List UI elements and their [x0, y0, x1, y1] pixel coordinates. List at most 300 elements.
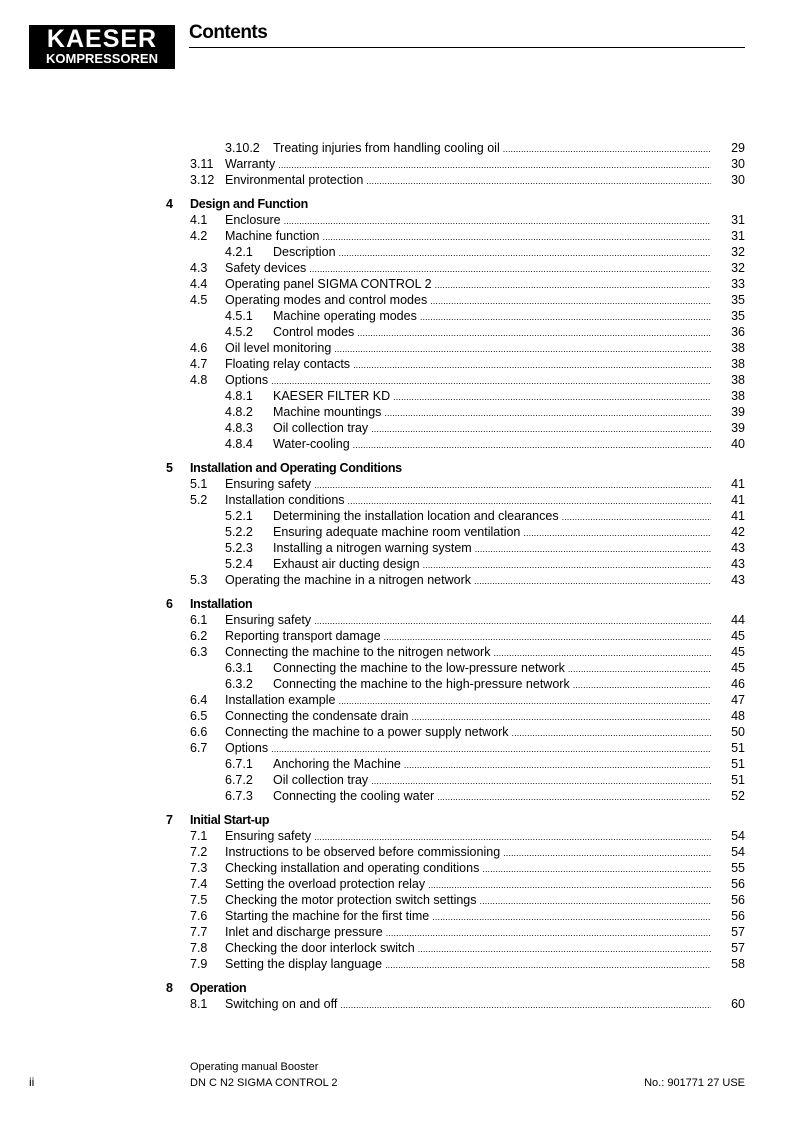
toc-entry-number: 7.7	[190, 925, 208, 939]
toc-dot-leader	[284, 212, 711, 229]
toc-dot-leader	[475, 540, 711, 557]
toc-chapter-title: Operation	[190, 981, 247, 995]
toc-entry-leader	[273, 436, 711, 453]
toc-entry[interactable]	[0, 756, 793, 772]
toc-entry-title: Environmental protection	[225, 173, 364, 187]
toc-entry-title: Operating modes and control modes	[225, 293, 428, 307]
toc-entry-number: 6.2	[190, 629, 208, 643]
toc-entry-page: 56	[731, 893, 745, 907]
toc-entry-page: 31	[731, 229, 745, 243]
toc-entry-title: Installing a nitrogen warning system	[273, 541, 472, 555]
toc-entry-leader	[273, 660, 711, 677]
toc-entry[interactable]	[0, 172, 793, 188]
toc-entry[interactable]	[0, 492, 793, 508]
toc-entry-page: 38	[731, 373, 745, 387]
toc-entry-page: 58	[731, 957, 745, 971]
toc-entry[interactable]	[0, 244, 793, 260]
toc-chapter-number: 5	[166, 461, 173, 475]
toc-dot-leader	[385, 956, 711, 973]
toc-entry[interactable]	[0, 308, 793, 324]
toc-entry-leader	[225, 212, 711, 229]
toc-entry[interactable]	[0, 388, 793, 404]
toc-entry-page: 50	[731, 725, 745, 739]
toc-dot-leader	[353, 436, 711, 453]
toc-entry-title: Connecting the cooling water	[273, 789, 435, 803]
toc-entry-number: 6.3.1	[225, 661, 253, 675]
toc-entry-page: 57	[731, 925, 745, 939]
toc-entry[interactable]	[0, 676, 793, 692]
toc-entry-leader	[225, 892, 711, 909]
toc-entry-title: Ensuring safety	[225, 477, 312, 491]
toc-entry-number: 7.1	[190, 829, 208, 843]
toc-entry[interactable]	[0, 324, 793, 340]
toc-entry[interactable]	[0, 740, 793, 756]
toc-dot-leader	[503, 844, 711, 861]
toc-chapter-title: Installation and Operating Conditions	[190, 461, 402, 475]
toc-entry-page: 32	[731, 261, 745, 275]
toc-dot-leader	[271, 372, 711, 389]
toc-chapter-number: 4	[166, 197, 173, 211]
toc-entry-number: 4.3	[190, 261, 208, 275]
toc-entry-page: 39	[731, 405, 745, 419]
toc-entry-number: 4.6	[190, 341, 208, 355]
toc-entry-number: 6.3.2	[225, 677, 253, 691]
toc-entry-number: 6.5	[190, 709, 208, 723]
toc-entry-leader	[225, 340, 711, 357]
toc-entry-leader	[225, 228, 711, 245]
toc-entry[interactable]	[0, 876, 793, 892]
toc-entry-title: Anchoring the Machine	[273, 757, 401, 771]
toc-entry-number: 7.3	[190, 861, 208, 875]
toc-entry-title: Switching on and off	[225, 997, 338, 1011]
toc-chapter-number: 8	[166, 981, 173, 995]
toc-entry[interactable]	[0, 612, 793, 628]
toc-entry-title: Safety devices	[225, 261, 307, 275]
toc-entry[interactable]	[0, 212, 793, 228]
toc-entry-page: 48	[731, 709, 745, 723]
toc-entry-title: Enclosure	[225, 213, 281, 227]
title-rule	[189, 47, 745, 48]
toc-entry[interactable]	[0, 788, 793, 804]
toc-entry-title: Warranty	[225, 157, 276, 171]
toc-chapter-heading[interactable]	[0, 452, 793, 476]
toc-entry-leader	[225, 956, 711, 973]
toc-entry-number: 4.8	[190, 373, 208, 387]
toc-dot-leader	[384, 628, 711, 645]
toc-entry-number: 6.7.1	[225, 757, 253, 771]
toc-dot-leader	[493, 644, 711, 661]
toc-entry-leader	[273, 308, 711, 325]
toc-entry-page: 30	[731, 173, 745, 187]
toc-entry-number: 4.2.1	[225, 245, 253, 259]
toc-entry-number: 7.4	[190, 877, 208, 891]
toc-dot-leader	[309, 260, 711, 277]
toc-entry[interactable]	[0, 892, 793, 908]
toc-entry-title: Reporting transport damage	[225, 629, 381, 643]
toc-dot-leader	[562, 508, 711, 525]
toc-entry-leader	[225, 276, 711, 293]
toc-dot-leader	[437, 788, 711, 805]
toc-dot-leader	[393, 388, 711, 405]
toc-entry-page: 43	[731, 541, 745, 555]
toc-entry[interactable]	[0, 844, 793, 860]
toc-entry-title: Connecting the machine to a power supply network	[225, 725, 509, 739]
toc-entry[interactable]	[0, 476, 793, 492]
toc-entry-number: 6.7.3	[225, 789, 253, 803]
toc-entry-title: Connecting the machine to the high-pressure network	[273, 677, 570, 691]
toc-dot-leader	[430, 292, 711, 309]
toc-entry-title: Instructions to be observed before commissioning	[225, 845, 501, 859]
toc-dot-leader	[271, 740, 711, 757]
toc-entry-number: 8.1	[190, 997, 208, 1011]
toc-entry[interactable]	[0, 860, 793, 876]
toc-entry[interactable]	[0, 524, 793, 540]
toc-dot-leader	[418, 940, 711, 957]
toc-entry-title: KAESER FILTER KD	[273, 389, 391, 403]
toc-dot-leader	[339, 244, 711, 261]
toc-entry-leader	[273, 244, 711, 261]
toc-dot-leader	[432, 908, 711, 925]
toc-entry[interactable]	[0, 772, 793, 788]
toc-dot-leader	[371, 420, 711, 437]
toc-entry-leader	[225, 476, 711, 493]
toc-entry-page: 51	[731, 757, 745, 771]
toc-entry-leader	[225, 860, 711, 877]
toc-dot-leader	[323, 228, 711, 245]
toc-entry-title: Oil collection tray	[273, 421, 369, 435]
toc-chapter-number: 6	[166, 597, 173, 611]
toc-chapter-heading[interactable]	[0, 588, 793, 612]
toc-entry-leader	[273, 524, 711, 541]
toc-entry-leader	[273, 756, 711, 773]
toc-entry[interactable]	[0, 276, 793, 292]
toc-entry[interactable]	[0, 628, 793, 644]
toc-entry-number: 7.6	[190, 909, 208, 923]
toc-entry-page: 35	[731, 293, 745, 307]
toc-entry-title: Machine operating modes	[273, 309, 417, 323]
toc-entry-page: 41	[731, 477, 745, 491]
toc-entry-number: 7.8	[190, 941, 208, 955]
toc-entry-title: Operating the machine in a nitrogen network	[225, 573, 471, 587]
toc-entry-title: Checking the motor protection switch settings	[225, 893, 477, 907]
toc-entry-title: Floating relay contacts	[225, 357, 351, 371]
toc-entry-number: 4.1	[190, 213, 208, 227]
toc-entry-number: 6.7	[190, 741, 208, 755]
toc-dot-leader	[523, 524, 711, 541]
toc-chapter-heading[interactable]	[0, 188, 793, 212]
toc-entry-leader	[273, 404, 711, 421]
toc-dot-leader	[334, 340, 711, 357]
toc-entry-title: Options	[225, 373, 269, 387]
toc-chapter-heading[interactable]	[0, 804, 793, 828]
toc-entry-page: 54	[731, 845, 745, 859]
toc-entry-number: 5.2.1	[225, 509, 253, 523]
toc-dot-leader	[423, 556, 711, 573]
toc-entry-title: Installation conditions	[225, 493, 345, 507]
toc-dot-leader	[568, 660, 711, 677]
toc-entry-number: 4.5.1	[225, 309, 253, 323]
toc-dot-leader	[366, 172, 711, 189]
toc-chapter-number: 7	[166, 813, 173, 827]
toc-chapter-title: Design and Function	[190, 197, 308, 211]
toc-entry-number: 5.1	[190, 477, 208, 491]
toc-entry[interactable]	[0, 140, 793, 156]
toc-entry-page: 42	[731, 525, 745, 539]
toc-entry-title: Exhaust air ducting design	[273, 557, 420, 571]
toc-dot-leader	[411, 708, 711, 725]
toc-chapter-title: Initial Start-up	[190, 813, 270, 827]
toc-entry-leader	[225, 724, 711, 741]
toc-entry-number: 5.2	[190, 493, 208, 507]
toc-entry-title: Connecting the machine to the nitrogen network	[225, 645, 491, 659]
toc-entry-title: Options	[225, 741, 269, 755]
toc-entry-leader	[225, 292, 711, 309]
toc-dot-leader	[348, 492, 711, 509]
toc-entry-page: 38	[731, 389, 745, 403]
toc-entry-leader	[225, 876, 711, 893]
toc-dot-leader	[314, 612, 711, 629]
toc-entry-number: 4.4	[190, 277, 208, 291]
page-title: Contents	[189, 22, 268, 43]
toc-entry-page: 57	[731, 941, 745, 955]
toc-entry[interactable]	[0, 540, 793, 556]
toc-entry-title: Oil level monitoring	[225, 341, 332, 355]
toc-entry-number: 6.4	[190, 693, 208, 707]
toc-entry-leader	[225, 644, 711, 661]
toc-entry[interactable]	[0, 372, 793, 388]
toc-entry-title: Connecting the machine to the low-pressure network	[273, 661, 565, 675]
toc-entry-page: 36	[731, 325, 745, 339]
toc-dot-leader	[357, 324, 711, 341]
toc-entry-leader	[225, 628, 711, 645]
toc-entry-page: 45	[731, 629, 745, 643]
toc-entry-leader	[273, 540, 711, 557]
toc-dot-leader	[404, 756, 711, 773]
kaeser-logo	[29, 25, 175, 69]
footer-document-number: No.: 901771 27 USE	[644, 1077, 745, 1089]
toc-entry-number: 6.7.2	[225, 773, 253, 787]
toc-entry-title: Operating panel SIGMA CONTROL 2	[225, 277, 432, 291]
toc-dot-leader	[353, 356, 711, 373]
toc-entry-leader	[225, 708, 711, 725]
table-of-contents	[0, 140, 793, 1012]
toc-entry-page: 55	[731, 861, 745, 875]
toc-entry-number: 4.8.4	[225, 437, 253, 451]
logo-line2: KOMPRESSOREN	[46, 51, 158, 66]
toc-entry-title: Connecting the condensate drain	[225, 709, 409, 723]
toc-dot-leader	[386, 924, 711, 941]
toc-dot-leader	[371, 772, 711, 789]
footer-document-type: Operating manual Booster	[190, 1061, 319, 1073]
toc-entry-title: Installation example	[225, 693, 336, 707]
toc-entry-page: 43	[731, 557, 745, 571]
toc-entry-title: Water-cooling	[273, 437, 350, 451]
toc-entry-page: 52	[731, 789, 745, 803]
toc-entry[interactable]	[0, 908, 793, 924]
toc-entry-title: Machine mountings	[273, 405, 382, 419]
toc-entry-page: 41	[731, 509, 745, 523]
toc-entry-page: 31	[731, 213, 745, 227]
toc-entry-page: 56	[731, 877, 745, 891]
toc-entry-leader	[225, 908, 711, 925]
toc-dot-leader	[503, 140, 711, 157]
toc-entry-leader	[225, 996, 711, 1013]
toc-entry-leader	[225, 156, 711, 173]
toc-entry[interactable]	[0, 660, 793, 676]
toc-entry-number: 4.2	[190, 229, 208, 243]
toc-entry-title: Control modes	[273, 325, 355, 339]
toc-entry-title: Setting the display language	[225, 957, 383, 971]
toc-entry[interactable]	[0, 404, 793, 420]
toc-entry[interactable]	[0, 572, 793, 588]
toc-dot-leader	[474, 572, 711, 589]
toc-entry-number: 5.2.3	[225, 541, 253, 555]
toc-entry-title: Description	[273, 245, 336, 259]
toc-entry-number: 4.8.1	[225, 389, 253, 403]
footer-product-name: DN C N2 SIGMA CONTROL 2	[190, 1077, 338, 1089]
toc-entry[interactable]	[0, 436, 793, 452]
toc-entry-title: Checking installation and operating conditions	[225, 861, 480, 875]
toc-entry-number: 4.5	[190, 293, 208, 307]
toc-entry[interactable]	[0, 508, 793, 524]
toc-entry-number: 3.11	[190, 157, 214, 171]
toc-entry-page: 51	[731, 741, 745, 755]
toc-entry-page: 41	[731, 493, 745, 507]
toc-entry[interactable]	[0, 956, 793, 972]
toc-entry-title: Starting the machine for the first time	[225, 909, 430, 923]
toc-entry-title: Ensuring adequate machine room ventilation	[273, 525, 521, 539]
toc-entry-title: Ensuring safety	[225, 613, 312, 627]
toc-entry[interactable]	[0, 924, 793, 940]
toc-entry[interactable]	[0, 228, 793, 244]
toc-dot-leader	[314, 476, 711, 493]
toc-entry-leader	[225, 260, 711, 277]
toc-entry-leader	[225, 844, 711, 861]
toc-dot-leader	[314, 828, 711, 845]
toc-entry-number: 7.5	[190, 893, 208, 907]
toc-entry-number: 4.8.2	[225, 405, 253, 419]
logo-line1: KAESER	[46, 25, 158, 53]
toc-entry[interactable]	[0, 996, 793, 1012]
toc-dot-leader	[428, 876, 711, 893]
toc-entry-title: Determining the installation location and clearances	[273, 509, 559, 523]
toc-entry-number: 4.5.2	[225, 325, 253, 339]
toc-chapter-title: Installation	[190, 597, 253, 611]
toc-entry-leader	[225, 372, 711, 389]
toc-entry-leader	[225, 692, 711, 709]
toc-entry[interactable]	[0, 644, 793, 660]
toc-entry-page: 54	[731, 829, 745, 843]
toc-entry-number: 7.2	[190, 845, 208, 859]
toc-entry-page: 29	[731, 141, 745, 155]
toc-entry[interactable]	[0, 292, 793, 308]
toc-dot-leader	[512, 724, 712, 741]
toc-entry-page: 40	[731, 437, 745, 451]
toc-entry[interactable]	[0, 724, 793, 740]
toc-entry[interactable]	[0, 340, 793, 356]
toc-entry[interactable]	[0, 708, 793, 724]
toc-entry[interactable]	[0, 692, 793, 708]
toc-chapter-heading[interactable]	[0, 972, 793, 996]
toc-dot-leader	[338, 692, 711, 709]
toc-dot-leader	[435, 276, 711, 293]
toc-entry[interactable]	[0, 556, 793, 572]
toc-entry-leader	[225, 356, 711, 373]
toc-entry-leader	[273, 676, 711, 693]
toc-entry-page: 44	[731, 613, 745, 627]
footer-page-number: ii	[29, 1075, 35, 1089]
toc-entry-number: 4.8.3	[225, 421, 253, 435]
toc-entry-number: 6.3	[190, 645, 208, 659]
toc-dot-leader	[384, 404, 711, 421]
toc-entry[interactable]	[0, 156, 793, 172]
toc-entry[interactable]	[0, 828, 793, 844]
toc-entry-leader	[273, 420, 711, 437]
toc-entry-leader	[273, 388, 711, 405]
toc-entry-page: 30	[731, 157, 745, 171]
toc-entry-page: 56	[731, 909, 745, 923]
toc-entry-leader	[225, 572, 711, 589]
toc-entry-leader	[225, 740, 711, 757]
toc-entry-title: Inlet and discharge pressure	[225, 925, 383, 939]
toc-dot-leader	[573, 676, 711, 693]
toc-entry-page: 43	[731, 573, 745, 587]
toc-entry-number: 3.12	[190, 173, 215, 187]
toc-entry-page: 60	[731, 997, 745, 1011]
toc-entry-leader	[225, 940, 711, 957]
toc-entry-page: 45	[731, 645, 745, 659]
toc-dot-leader	[482, 860, 711, 877]
toc-entry[interactable]	[0, 420, 793, 436]
toc-entry-leader	[273, 788, 711, 805]
toc-dot-leader	[420, 308, 711, 325]
toc-entry-title: Checking the door interlock switch	[225, 941, 415, 955]
toc-entry-page: 51	[731, 773, 745, 787]
toc-entry-page: 35	[731, 309, 745, 323]
toc-entry-title: Oil collection tray	[273, 773, 369, 787]
toc-entry-leader	[225, 924, 711, 941]
toc-entry-title: Treating injuries from handling cooling oil	[273, 141, 500, 155]
toc-entry-number: 5.3	[190, 573, 208, 587]
toc-entry[interactable]	[0, 356, 793, 372]
toc-dot-leader	[278, 156, 711, 173]
toc-entry-leader	[225, 828, 711, 845]
toc-entry-leader	[225, 172, 711, 189]
toc-entry-page: 32	[731, 245, 745, 259]
toc-entry[interactable]	[0, 940, 793, 956]
toc-entry-page: 38	[731, 341, 745, 355]
toc-entry-number: 6.6	[190, 725, 208, 739]
toc-entry-title: Machine function	[225, 229, 320, 243]
toc-entry-leader	[225, 492, 711, 509]
toc-entry-page: 39	[731, 421, 745, 435]
toc-entry[interactable]	[0, 260, 793, 276]
toc-entry-page: 46	[731, 677, 745, 691]
toc-entry-leader	[273, 324, 711, 341]
toc-entry-leader	[225, 612, 711, 629]
toc-entry-title: Ensuring safety	[225, 829, 312, 843]
toc-entry-number: 5.2.4	[225, 557, 253, 571]
toc-entry-page: 45	[731, 661, 745, 675]
toc-entry-leader	[273, 556, 711, 573]
toc-entry-number: 7.9	[190, 957, 208, 971]
toc-entry-number: 6.1	[190, 613, 208, 627]
toc-entry-leader	[273, 140, 711, 157]
toc-entry-page: 33	[731, 277, 745, 291]
toc-entry-number: 4.7	[190, 357, 208, 371]
toc-entry-title: Setting the overload protection relay	[225, 877, 426, 891]
toc-entry-page: 38	[731, 357, 745, 371]
